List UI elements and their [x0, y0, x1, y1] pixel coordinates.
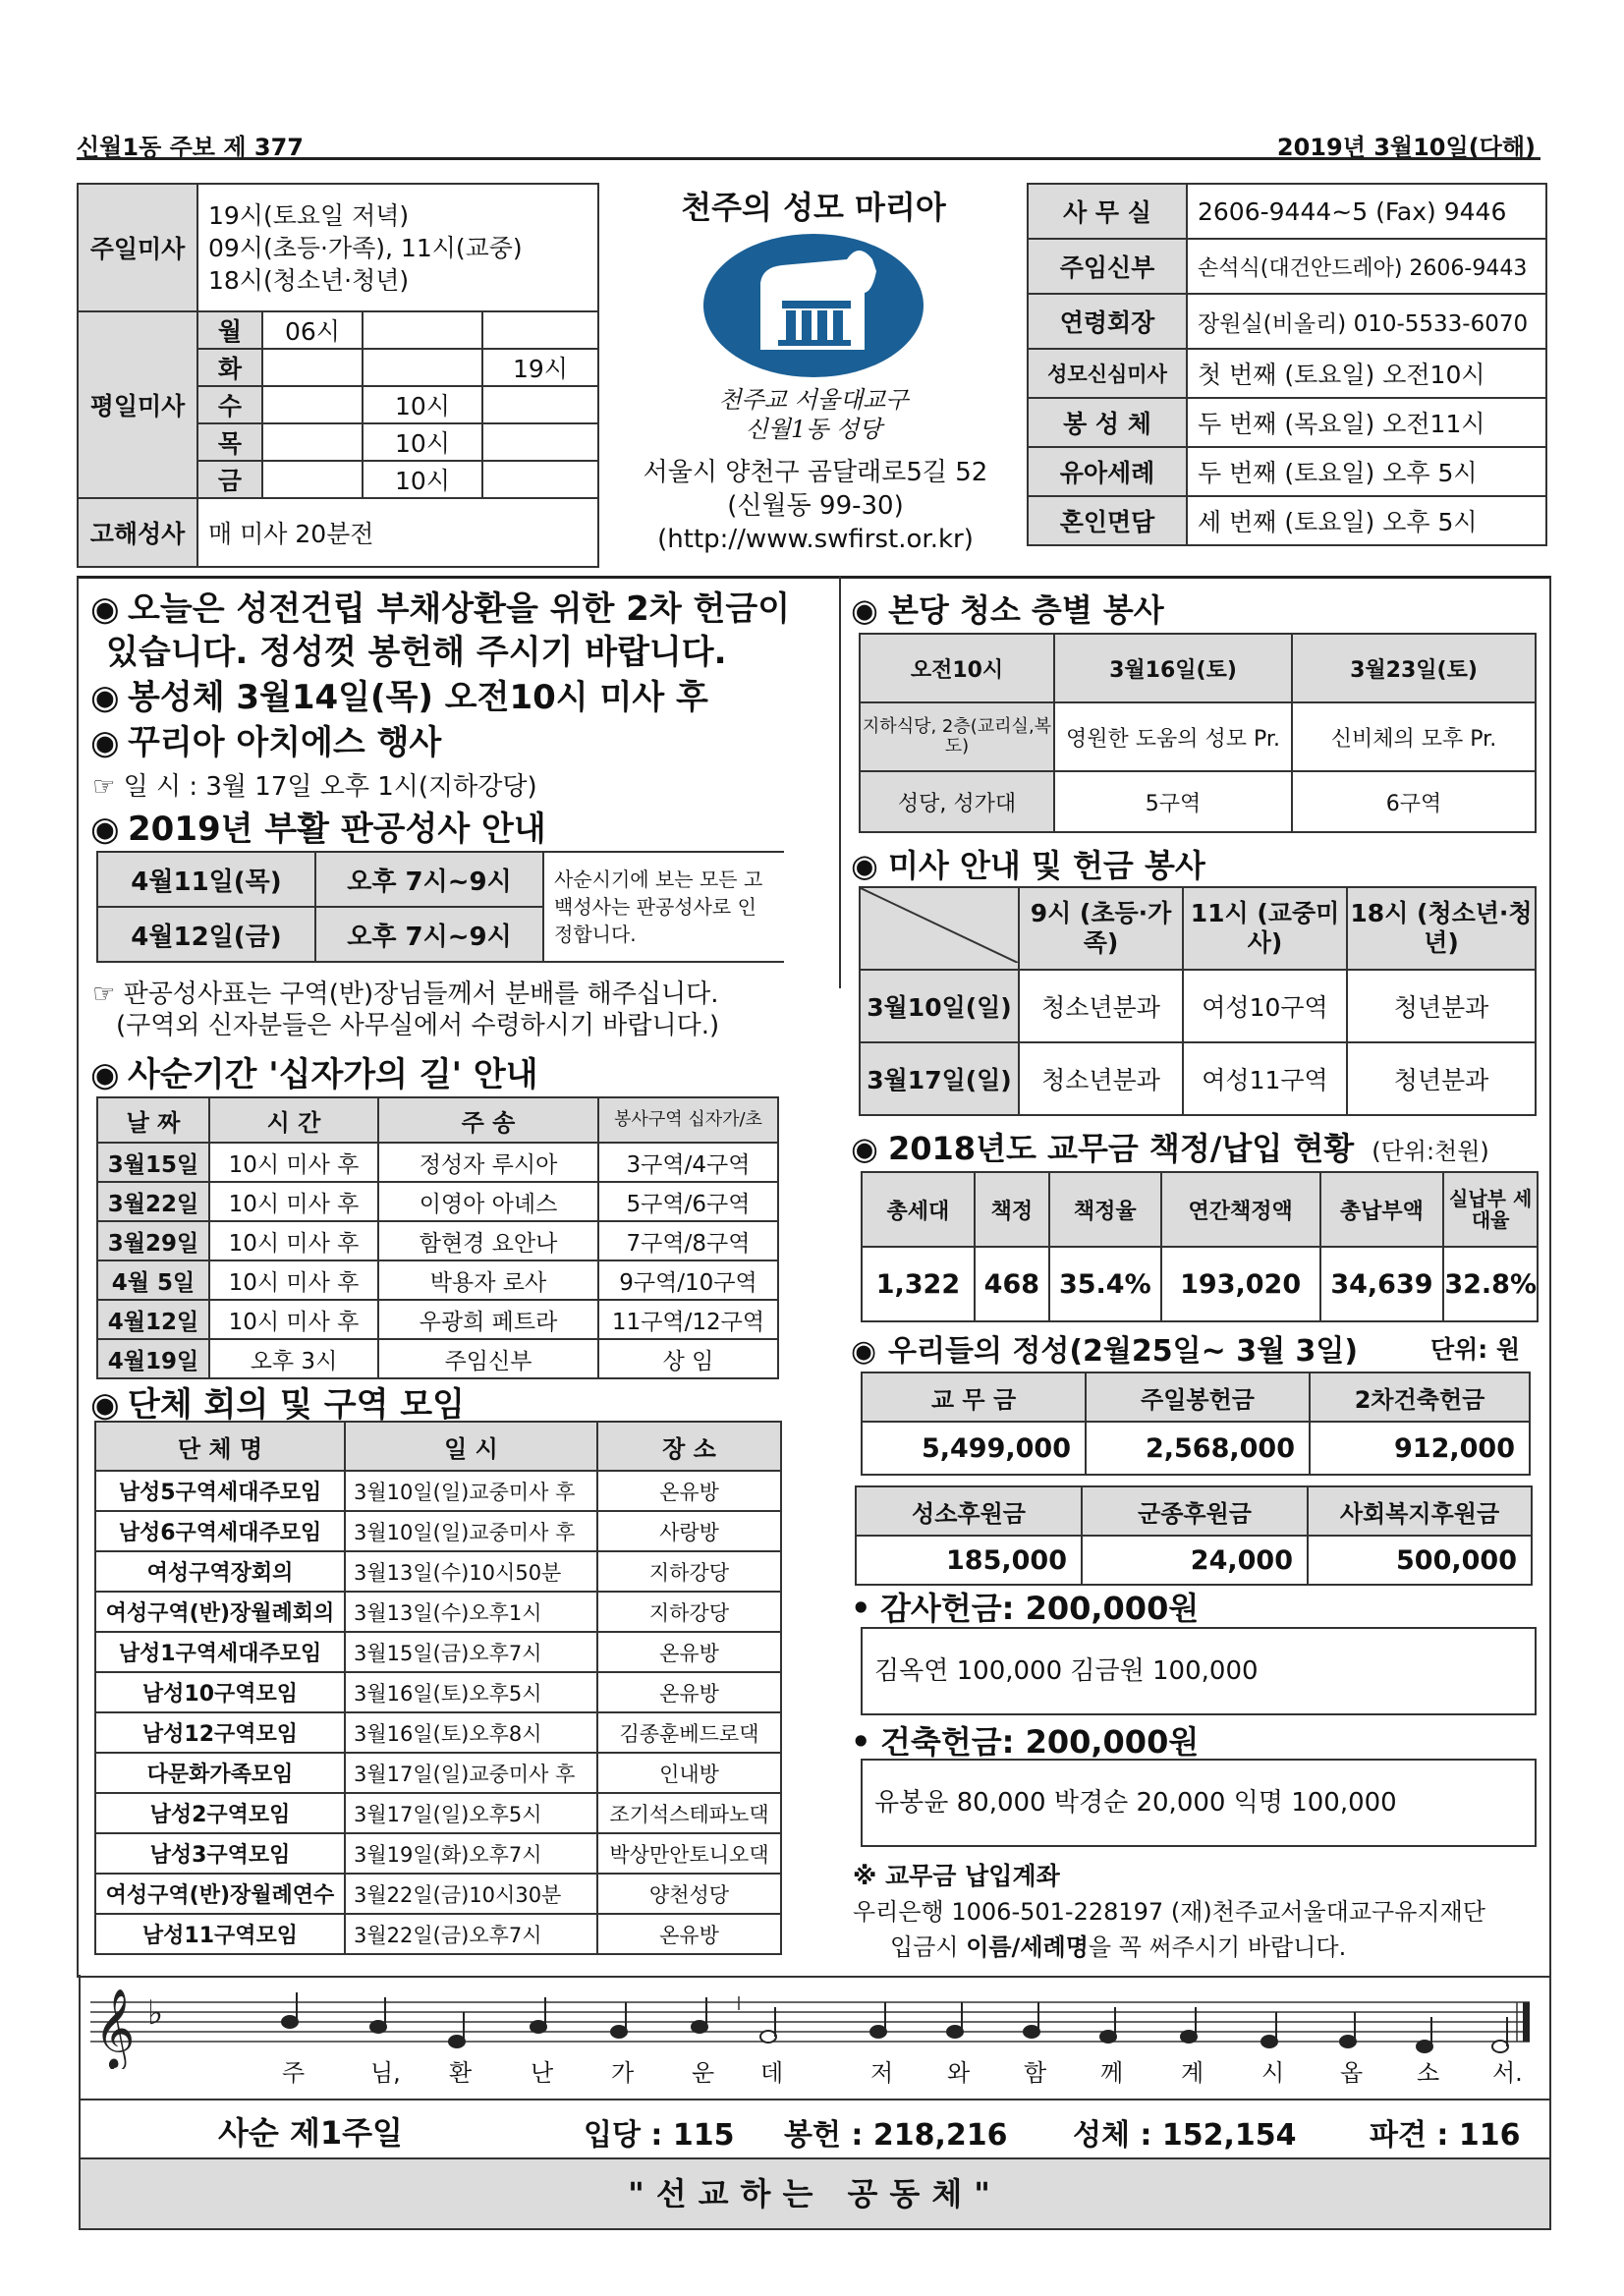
- mass-schedule-table: [77, 183, 599, 568]
- meeting-group: 남성3구역모임: [95, 1833, 345, 1874]
- way-leader: 정성자 루시아: [378, 1143, 598, 1182]
- bulletin-date: 2019년 3월10일(다해): [1276, 134, 1536, 161]
- mass-group: 청소년분과: [1019, 1042, 1183, 1115]
- meeting-place: 지하강당: [597, 1592, 781, 1632]
- meetings-table: [94, 1421, 782, 1955]
- offering-table-2: [855, 1485, 1533, 1586]
- weekday-time: [363, 311, 482, 349]
- notice-text: 사순기간 '십자가의 길' 안내: [128, 1055, 538, 1094]
- way-row: [97, 1182, 778, 1221]
- stat-dismissal: 파견 : 116: [1370, 2118, 1521, 2153]
- lyric-syllable: 데: [760, 2059, 784, 2087]
- confession-time: 오후 7시~9시: [315, 907, 543, 962]
- contact-value: 손석식(대건안드레아) 2606-9443: [1187, 239, 1546, 294]
- liturgical-week: 사순 제1주일: [218, 2114, 403, 2152]
- cleaning-title: [851, 586, 1164, 631]
- cleaning-header: 3월16일(토): [1054, 634, 1292, 702]
- meeting-group: 남성10구역모임: [95, 1672, 345, 1712]
- bullet-icon: ◉: [851, 1334, 877, 1369]
- weekday-time: [482, 386, 598, 423]
- mass-date: 3월10일(일): [860, 970, 1019, 1042]
- weekday-day: 월: [197, 311, 262, 349]
- meeting-place: 김종훈베드로댁: [597, 1712, 781, 1753]
- dues-value: 35.4%: [1049, 1247, 1161, 1321]
- account-text-bold: 이름/세례명: [966, 1933, 1089, 1961]
- thanks-offering-title: [851, 1584, 1199, 1629]
- logo-caption-line: 신월1동 성당: [745, 416, 882, 443]
- offering-amount: 912,000: [1310, 1422, 1530, 1475]
- notice-text: 2019년 부활 판공성사 안내: [128, 810, 546, 849]
- church-logo-icon: [700, 232, 927, 379]
- way-header: 봉사구역 십자가/초: [598, 1097, 778, 1143]
- sunday-mass-label: 주일미사: [78, 184, 197, 311]
- cleaning-group: 영원한 도움의 성모 Pr.: [1054, 702, 1292, 771]
- lyric-syllable: 님,: [370, 2059, 401, 2087]
- bullet-icon: ◉: [90, 1055, 120, 1094]
- section-title: 건축헌금: 200,000원: [880, 1723, 1200, 1761]
- dot-bullet-icon: •: [851, 1723, 871, 1761]
- way-leader: 이영아 아녜스: [378, 1182, 598, 1221]
- way-time: 10시 미사 후: [209, 1221, 378, 1260]
- account-text: 입금시: [890, 1933, 967, 1961]
- way-leader: 함현경 요안나: [378, 1221, 598, 1260]
- note-icon: [947, 2002, 963, 2038]
- notice-subtext: 판공성사표는 구역(반)장님들께서 분배를 해주십니다.: [123, 980, 719, 1009]
- way-row: [97, 1221, 778, 1260]
- way-zones: 3구역/4구역: [598, 1143, 778, 1182]
- account-instruction: [890, 1928, 1346, 1962]
- meeting-row: [95, 1672, 781, 1712]
- meeting-group: 남성2구역모임: [95, 1793, 345, 1833]
- meeting-row: [95, 1592, 781, 1632]
- offering-amount: 185,000: [856, 1536, 1082, 1585]
- address-line: (신월동 99-30): [727, 491, 904, 521]
- way-time: 10시 미사 후: [209, 1182, 378, 1221]
- meeting-row: [95, 1511, 781, 1551]
- contact-value: 두 번째 (목요일) 오전11시: [1187, 398, 1546, 447]
- meeting-place: 온유방: [597, 1914, 781, 1954]
- dot-bullet-icon: •: [851, 1590, 871, 1627]
- meeting-time: 3월19일(화)오후7시: [345, 1833, 597, 1874]
- meeting-group: 남성1구역세대주모임: [95, 1632, 345, 1672]
- music-staff-box: [79, 1975, 1551, 2100]
- notice-subtext: 일 시 : 3월 17일 오후 1시(지하강당): [123, 772, 537, 802]
- curia-event-time: [92, 766, 537, 803]
- account-title: ※ 교무금 납입계좌: [853, 1862, 1060, 1890]
- meeting-place: 양천성당: [597, 1874, 781, 1914]
- meeting-group: 여성구역(반)장월례회의: [95, 1592, 345, 1632]
- section-title: 2018년도 교무금 책정/납입 현황: [888, 1130, 1355, 1167]
- contact-label: 사 무 실: [1028, 184, 1187, 239]
- meeting-row: [95, 1632, 781, 1672]
- weekday-mass-label: 평일미사: [78, 311, 197, 498]
- offering-amount: 500,000: [1308, 1536, 1532, 1585]
- dues-value: 1,322: [862, 1247, 975, 1321]
- lyric-syllable: 환: [449, 2059, 473, 2087]
- contact-value: 장원실(비올리) 010-5533-6070: [1187, 294, 1546, 349]
- weekday-time: [262, 349, 363, 386]
- dues-value: 193,020: [1161, 1247, 1320, 1321]
- contact-label: 봉 성 체: [1028, 398, 1187, 447]
- lyric-syllable: 옵: [1340, 2059, 1364, 2087]
- weekday-time: 19시: [482, 349, 598, 386]
- note-icon: [611, 2002, 627, 2038]
- way-header: 시 간: [209, 1097, 378, 1143]
- confession-date: 4월12일(금): [97, 907, 315, 962]
- thanks-offering-donors: 김옥연 100,000 김금원 100,000: [861, 1627, 1537, 1715]
- account-number: 우리은행 1006-501-228197 (재)천주교서울대교구유지재단: [853, 1898, 1485, 1926]
- way-row: [97, 1260, 778, 1300]
- weekday-time: 10시: [363, 386, 482, 423]
- meeting-place: 박상만안토니오댁: [597, 1833, 781, 1874]
- meeting-row: [95, 1874, 781, 1914]
- cleaning-group: 5구역: [1054, 771, 1292, 832]
- parish-address: [609, 456, 1022, 556]
- lyric-syllable: 저: [870, 2059, 894, 2087]
- cleaning-header: 3월23일(토): [1292, 634, 1536, 702]
- offering-amount: 2,568,000: [1086, 1422, 1310, 1475]
- pointing-hand-icon: ☞: [92, 772, 124, 802]
- bullet-icon: ◉: [90, 589, 120, 629]
- contact-label: 혼인면담: [1028, 496, 1187, 545]
- dues-header: 연간책정액: [1161, 1172, 1320, 1247]
- way-of-cross-table: [96, 1096, 779, 1379]
- mass-offering-header: 11시 (교중미사): [1183, 887, 1347, 970]
- way-zones: 11구역/12구역: [598, 1300, 778, 1339]
- account-text: 을 꼭 써주시기 바랍니다.: [1088, 1933, 1347, 1961]
- pointing-hand-icon: ☞: [92, 980, 124, 1009]
- way-leader: 박용자 로사: [378, 1260, 598, 1300]
- way-zones: 상 임: [598, 1339, 778, 1378]
- address-line: 서울시 양천구 곰달래로5길 52: [643, 458, 988, 487]
- parish-title: 천주의 성모 마리아: [681, 189, 946, 226]
- confession-date: 4월11일(목): [97, 852, 315, 907]
- meeting-time: 3월13일(수)오후1시: [345, 1592, 597, 1632]
- meeting-time: 3월13일(수)10시50분: [345, 1551, 597, 1592]
- meeting-place: 인내방: [597, 1753, 781, 1793]
- lyric-syllable: 가: [611, 2059, 635, 2087]
- bullet-icon: ◉: [90, 1385, 120, 1425]
- weekday-time: 06시: [262, 311, 363, 349]
- meeting-group: 남성6구역세대주모임: [95, 1511, 345, 1551]
- building-offering-donors: 유봉윤 80,000 박경순 20,000 익명 100,000: [861, 1759, 1537, 1847]
- attendance-bar: [79, 2099, 1551, 2157]
- way-zones: 7구역/8구역: [598, 1221, 778, 1260]
- dues-header: 총납부액: [1320, 1172, 1444, 1247]
- bullet-icon: ◉: [851, 591, 878, 629]
- way-date: 4월12일: [97, 1300, 209, 1339]
- notice-meetings: [90, 1377, 465, 1426]
- weekday-time: [262, 423, 363, 461]
- meeting-row: [95, 1551, 781, 1592]
- building-offering-title: [851, 1717, 1199, 1763]
- meeting-group: 다문화가족모임: [95, 1753, 345, 1793]
- parish-website: (http://www.swfirst.or.kr): [657, 525, 974, 554]
- meeting-row: [95, 1471, 781, 1511]
- cleaning-area: 지하식당, 2층(교리실,복도): [860, 702, 1054, 771]
- way-time: 10시 미사 후: [209, 1143, 378, 1182]
- meeting-group: 여성구역장회의: [95, 1551, 345, 1592]
- meeting-time: 3월10일(일)교중미사 후: [345, 1471, 597, 1511]
- note-icon: [449, 2012, 465, 2047]
- weekday-time: [262, 386, 363, 423]
- section-title: 우리들의 정성(2월25일~ 3월 3일): [888, 1334, 1359, 1369]
- weekday-time: 10시: [363, 461, 482, 498]
- lyric-syllable: 와: [947, 2059, 971, 2087]
- section-title: 본당 청소 층별 봉사: [888, 591, 1164, 629]
- dues-table: [861, 1171, 1539, 1322]
- mass-offering-header: 9시 (초등·가족): [1019, 887, 1183, 970]
- way-time: 10시 미사 후: [209, 1260, 378, 1300]
- meeting-place: 사랑방: [597, 1511, 781, 1551]
- stat-offering: 봉헌 : 218,216: [784, 2118, 1008, 2153]
- svg-text:♭: ♭: [147, 1993, 164, 2033]
- way-date: 3월29일: [97, 1221, 209, 1260]
- meeting-group: 남성5구역세대주모임: [95, 1471, 345, 1511]
- cleaning-group: 신비체의 모후 Pr.: [1292, 702, 1536, 771]
- dues-header: 책정율: [1049, 1172, 1161, 1247]
- way-row: [97, 1300, 778, 1339]
- note-icon: [870, 2002, 886, 2038]
- dues-value: 34,639: [1320, 1247, 1444, 1321]
- weekday-time: [363, 349, 482, 386]
- meeting-row: [95, 1833, 781, 1874]
- dues-header: 총세대: [862, 1172, 975, 1247]
- weekday-day: 수: [197, 386, 262, 423]
- meeting-place: 조기석스테파노댁: [597, 1793, 781, 1833]
- sunday-line: 19시(토요일 저녁): [208, 200, 410, 230]
- lyric-syllable: 계: [1181, 2059, 1204, 2087]
- lyric-syllable: 운: [692, 2059, 715, 2087]
- weekday-time: [482, 311, 598, 349]
- offering-header: 성소후원금: [856, 1486, 1082, 1536]
- offering-header: 사회복지후원금: [1308, 1486, 1532, 1536]
- sunday-line: 18시(청소년·청년): [208, 265, 410, 295]
- meeting-time: 3월16일(토)오후5시: [345, 1672, 597, 1712]
- way-leader: 주임신부: [378, 1339, 598, 1378]
- meeting-place: 온유방: [597, 1471, 781, 1511]
- meeting-group: 남성12구역모임: [95, 1712, 345, 1753]
- meeting-time: 3월10일(일)교중미사 후: [345, 1511, 597, 1551]
- mass-group: 여성11구역: [1183, 1042, 1347, 1115]
- bullet-icon: ◉: [851, 1130, 878, 1167]
- meetings-header: 단 체 명: [95, 1422, 345, 1471]
- bullet-icon: ◉: [851, 847, 878, 884]
- lyric-syllable: 께: [1100, 2059, 1124, 2087]
- meeting-place: 온유방: [597, 1672, 781, 1712]
- dues-value: 32.8%: [1443, 1247, 1538, 1321]
- meeting-row: [95, 1914, 781, 1954]
- header-rule: [77, 157, 1540, 160]
- weekday-time: [482, 461, 598, 498]
- svg-text:𝄞: 𝄞: [94, 1988, 136, 2068]
- mass-offering-header: 18시 (청소년·청년): [1347, 887, 1536, 970]
- meeting-time: 3월15일(금)오후7시: [345, 1632, 597, 1672]
- mass-offering-table: [859, 886, 1537, 1116]
- meeting-time: 3월17일(일)교중미사 후: [345, 1753, 597, 1793]
- lyric-syllable: 시: [1261, 2059, 1285, 2087]
- confession-schedule-table: [96, 851, 784, 963]
- section-title: 미사 안내 및 헌금 봉사: [888, 847, 1205, 884]
- notice-text: 꾸리아 아치에스 행사: [128, 723, 442, 762]
- contact-label: 성모신심미사: [1028, 349, 1187, 398]
- dues-value: 468: [975, 1247, 1049, 1321]
- meeting-group: 남성11구역모임: [95, 1914, 345, 1954]
- way-zones: 5구역/6구역: [598, 1182, 778, 1221]
- meeting-time: 3월22일(금)10시30분: [345, 1874, 597, 1914]
- dues-header: 책정: [975, 1172, 1049, 1247]
- way-row: [97, 1143, 778, 1182]
- diagonal-line-icon: [861, 888, 1018, 963]
- weekday-time: 10시: [363, 423, 482, 461]
- offering-header: 주일봉헌금: [1086, 1372, 1310, 1422]
- notice-easter-confession: [90, 802, 546, 850]
- way-date: 3월15일: [97, 1143, 209, 1182]
- notice-text: 오늘은 성전건립 부채상환을 위한 2차 헌금이: [128, 589, 791, 629]
- meeting-place: 지하강당: [597, 1551, 781, 1592]
- bullet-icon: ◉: [90, 810, 120, 849]
- section-title: 감사헌금: 200,000원: [880, 1590, 1200, 1627]
- way-header: 주 송: [378, 1097, 598, 1143]
- meetings-header: 장 소: [597, 1422, 781, 1471]
- parish-motto: "선교하는 공동체": [79, 2157, 1551, 2230]
- offering-header: 2차건축헌금: [1310, 1372, 1530, 1422]
- hymn-lyrics: [81, 2053, 1549, 2093]
- contact-label: 연령회장: [1028, 294, 1187, 349]
- way-date: 3월22일: [97, 1182, 209, 1221]
- way-zones: 9구역/10구역: [598, 1260, 778, 1300]
- confession-time: 오후 7시~9시: [315, 852, 543, 907]
- offering-amount: 24,000: [1082, 1536, 1308, 1585]
- offering-unit: 단위: 원: [1430, 1335, 1521, 1364]
- way-of-cross-rows: [97, 1143, 778, 1378]
- lyric-syllable: 서.: [1492, 2059, 1523, 2087]
- way-time: 오후 3시: [209, 1339, 378, 1378]
- cleaning-header: 오전10시: [860, 634, 1054, 702]
- notice-way-of-cross: [90, 1047, 538, 1095]
- lyric-syllable: 주: [282, 2059, 306, 2087]
- confession-note: 사순시기에 보는 모든 고백성사는 판공성사로 인정합니다.: [543, 852, 784, 962]
- lyric-syllable: 소: [1417, 2059, 1440, 2087]
- logo-caption-line: 천주교 서울대교구: [718, 386, 909, 414]
- weekday-time: [482, 423, 598, 461]
- notice-text: 있습니다. 정성껏 봉헌해 주시기 바랍니다.: [106, 633, 727, 672]
- dues-title: [851, 1124, 1489, 1169]
- contact-value: 2606-9444~5 (Fax) 9446: [1187, 184, 1546, 239]
- note-icon: [282, 1992, 298, 2028]
- lyric-syllable: 함: [1024, 2059, 1047, 2087]
- note-icon: [1261, 2012, 1277, 2047]
- weekday-time: [262, 461, 363, 498]
- note-icon: [1340, 2012, 1356, 2047]
- way-header: 날 짜: [97, 1097, 209, 1143]
- weekday-day: 화: [197, 349, 262, 386]
- meetings-header: 일 시: [345, 1422, 597, 1471]
- mass-date: 3월17일(일): [860, 1042, 1019, 1115]
- bullet-icon: ◉: [90, 723, 120, 762]
- notice-text: 봉성체 3월14일(목) 오전10시 미사 후: [128, 678, 708, 717]
- mass-group: 청소년분과: [1019, 970, 1183, 1042]
- weekday-day: 목: [197, 423, 262, 461]
- meeting-time: 3월22일(금)오후7시: [345, 1914, 597, 1954]
- column-divider: [839, 576, 841, 988]
- meeting-row: [95, 1753, 781, 1793]
- contacts-table: [1027, 183, 1547, 546]
- diagonal-cell: [860, 887, 1019, 970]
- stat-entrance: 입당 : 115: [584, 2118, 735, 2153]
- lyric-syllable: 난: [531, 2059, 554, 2087]
- mass-offering-title: [851, 841, 1205, 886]
- bulletin-number: 신월1동 주보 제 377: [77, 134, 304, 161]
- meeting-time: 3월17일(일)오후5시: [345, 1793, 597, 1833]
- mass-group: 청년분과: [1347, 970, 1536, 1042]
- logo-caption: [688, 385, 939, 444]
- contact-value: 두 번째 (토요일) 오후 5시: [1187, 447, 1546, 496]
- notice-subtext: (구역외 신자분들은 사무실에서 수령하시기 바랍니다.): [116, 1011, 720, 1040]
- meeting-place: 온유방: [597, 1632, 781, 1672]
- offering-amount: 5,499,000: [862, 1422, 1086, 1475]
- contact-label: 주임신부: [1028, 239, 1187, 294]
- meeting-row: [95, 1712, 781, 1753]
- way-date: 4월 5일: [97, 1260, 209, 1300]
- way-leader: 우광희 페트라: [378, 1300, 598, 1339]
- sunday-mass-times: [197, 184, 598, 311]
- bullet-icon: ◉: [90, 678, 120, 717]
- offering-title: [851, 1326, 1358, 1370]
- way-time: 10시 미사 후: [209, 1300, 378, 1339]
- meeting-row: [95, 1793, 781, 1833]
- offering-header: 군종후원금: [1082, 1486, 1308, 1536]
- offering-header: 교 무 금: [862, 1372, 1086, 1422]
- stat-communion: 성체 : 152,154: [1073, 2118, 1297, 2153]
- notice-text: 단체 회의 및 구역 모임: [128, 1385, 465, 1425]
- meeting-time: 3월16일(토)오후8시: [345, 1712, 597, 1753]
- weekday-day: 금: [197, 461, 262, 498]
- way-date: 4월19일: [97, 1339, 209, 1378]
- notice-2nd-collection: [90, 588, 790, 764]
- confession-label: 고해성사: [78, 498, 197, 567]
- contact-label: 유아세례: [1028, 447, 1187, 496]
- parish-logo: [700, 232, 927, 379]
- contact-value: 세 번째 (토요일) 오후 5시: [1187, 496, 1546, 545]
- note-icon: [1024, 2002, 1039, 2038]
- mass-group: 청년분과: [1347, 1042, 1536, 1115]
- meetings-rows: [95, 1471, 781, 1954]
- dues-header: 실납부 세대율: [1443, 1172, 1538, 1247]
- dues-unit: (단위:천원): [1372, 1138, 1489, 1165]
- confession-value: 매 미사 20분전: [197, 498, 598, 567]
- sunday-line: 09시(초등·가족), 11시(교중): [208, 233, 523, 262]
- mass-group: 여성10구역: [1183, 970, 1347, 1042]
- meeting-group: 여성구역(반)장월례연수: [95, 1874, 345, 1914]
- cleaning-group: 6구역: [1292, 771, 1536, 832]
- confession-subnotes: [92, 979, 719, 1041]
- way-row: [97, 1339, 778, 1378]
- offering-table-1: [861, 1372, 1531, 1476]
- cleaning-area: 성당, 성가대: [860, 771, 1054, 832]
- contact-value: 첫 번째 (토요일) 오전10시: [1187, 349, 1546, 398]
- cleaning-table: [859, 633, 1537, 833]
